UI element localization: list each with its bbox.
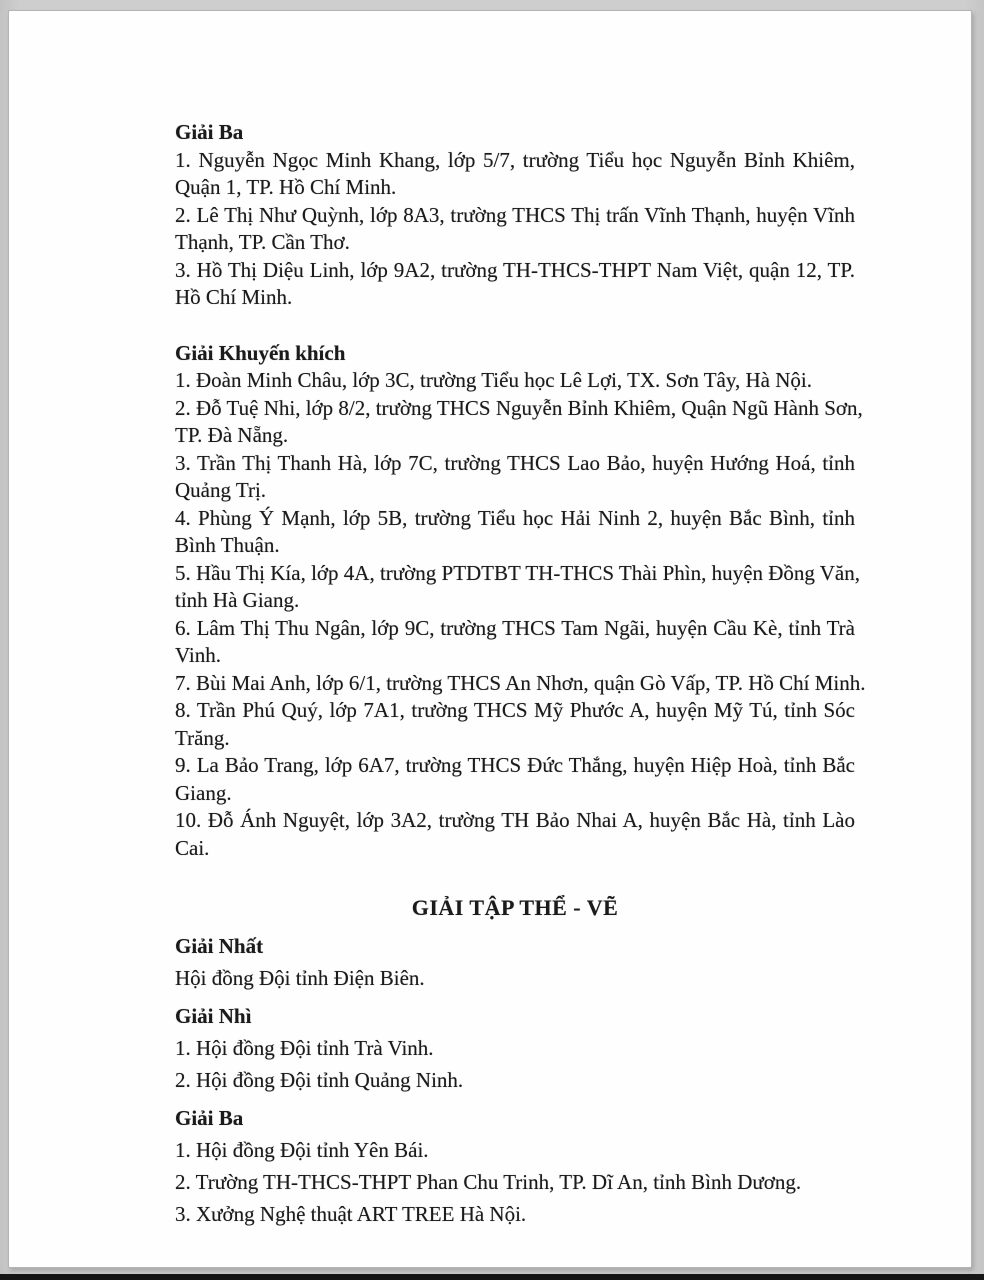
collective-entry: 1. Hội đồng Đội tỉnh Yên Bái. (175, 1138, 429, 1162)
collective-awards-section (175, 930, 855, 1230)
collective-entry: 2. Trường TH-THCS-THPT Phan Chu Trinh, TP. Dĩ An, tỉnh Bình Dương. (175, 1170, 802, 1194)
award-group-heading: Giải Ba (175, 1106, 244, 1130)
page-content (9, 11, 971, 1230)
winner-list-item (175, 367, 855, 395)
winner-item-line: 3. Hồ Thị Diệu Linh, lớp 9A2, trường TH-THCS-THPT Nam Việt, quận 12, TP. (175, 257, 855, 282)
winner-item-line: tỉnh Hà Giang. (175, 588, 300, 612)
winner-item-line: 2. Lê Thị Như Quỳnh, lớp 8A3, trường THCS Thị trấn Vĩnh Thạnh, huyện Vĩnh (175, 202, 855, 227)
winner-item-line: Quảng Trị. (175, 478, 267, 502)
winner-item-line: TP. Đà Nẵng. (175, 423, 289, 447)
winner-item-line: Thạnh, TP. Cần Thơ. (175, 230, 350, 254)
winner-item-line: 7. Bùi Mai Anh, lớp 6/1, trường THCS An Nhơn, quận Gò Vấp, TP. Hồ Chí Minh. (175, 670, 866, 695)
winner-list-item (175, 752, 855, 807)
winner-item-line: 2. Đỗ Tuệ Nhi, lớp 8/2, trường THCS Nguyễn Bỉnh Khiêm, Quận Ngũ Hành Sơn, (175, 395, 863, 420)
award-group-heading: Giải Ba (175, 120, 244, 144)
winner-item-line: Cai. (175, 835, 210, 860)
winner-item-line: 3. Trần Thị Thanh Hà, lớp 7C, trường THCS Lao Bảo, huyện Hướng Hoá, tỉnh (175, 450, 855, 475)
winner-item-line: 1. Nguyễn Ngọc Minh Khang, lớp 5/7, trường Tiểu học Nguyễn Bỉnh Khiêm, (175, 147, 855, 172)
winner-item-line: 5. Hầu Thị Kía, lớp 4A, trường PTDTBT TH-THCS Thài Phìn, huyện Đồng Văn, (175, 560, 860, 585)
winner-list-item (175, 505, 855, 560)
individual-awards-section (175, 119, 866, 862)
winner-item-line: Vinh. (175, 643, 221, 667)
collective-entry: 2. Hội đồng Đội tỉnh Quảng Ninh. (175, 1068, 464, 1092)
scan-bottom-bar (0, 1274, 984, 1280)
award-group-heading: Giải Nhì (175, 1004, 252, 1028)
winner-list-item (175, 560, 860, 615)
winner-item-line: Quận 1, TP. Hồ Chí Minh. (175, 175, 397, 199)
winner-item-line: 4. Phùng Ý Mạnh, lớp 5B, trường Tiểu học Hải Ninh 2, huyện Bắc Bình, tỉnh (175, 505, 855, 530)
winner-list-item (175, 670, 866, 698)
collective-entry: 1. Hội đồng Đội tỉnh Trà Vinh. (175, 1036, 434, 1060)
winner-list-item (175, 807, 855, 862)
winner-list-item (175, 395, 863, 450)
document-page (8, 10, 972, 1268)
winner-list-item (175, 615, 855, 670)
winner-item-line: Giang. (175, 780, 232, 805)
collective-section-title: GIẢI TẬP THỂ - VẼ (411, 895, 619, 920)
winner-list-item (175, 202, 855, 257)
winner-item-line: 9. La Bảo Trang, lớp 6A7, trường THCS Đức Thắng, huyện Hiệp Hoà, tỉnh Bắc (175, 753, 855, 777)
winner-item-line: 10. Đỗ Ánh Nguyệt, lớp 3A2, trường TH Bảo Nhai A, huyện Bắc Hà, tỉnh Lào (175, 808, 855, 832)
collective-entry: Hội đồng Đội tỉnh Điện Biên. (175, 966, 425, 990)
winner-list-item (175, 257, 855, 312)
collective-entry: 3. Xưởng Nghệ thuật ART TREE Hà Nội. (175, 1202, 527, 1226)
winner-item-line: 6. Lâm Thị Thu Ngân, lớp 9C, trường THCS Tam Ngãi, huyện Cầu Kè, tỉnh Trà (175, 615, 855, 640)
winner-item-line: Hồ Chí Minh. (175, 285, 293, 309)
award-group-heading: Giải Nhất (175, 934, 264, 958)
award-group-heading: Giải Khuyến khích (175, 340, 346, 365)
winner-list-item (175, 697, 855, 752)
winner-item-line: Bình Thuận. (175, 533, 280, 557)
winner-item-line: 8. Trần Phú Quý, lớp 7A1, trường THCS Mỹ Phước A, huyện Mỹ Tú, tỉnh Sóc (175, 698, 855, 722)
winner-list-item (175, 450, 855, 505)
winner-item-line: 1. Đoàn Minh Châu, lớp 3C, trường Tiểu học Lê Lợi, TX. Sơn Tây, Hà Nội. (175, 368, 812, 392)
winner-list-item (175, 147, 855, 202)
winner-item-line: Trăng. (175, 725, 230, 750)
